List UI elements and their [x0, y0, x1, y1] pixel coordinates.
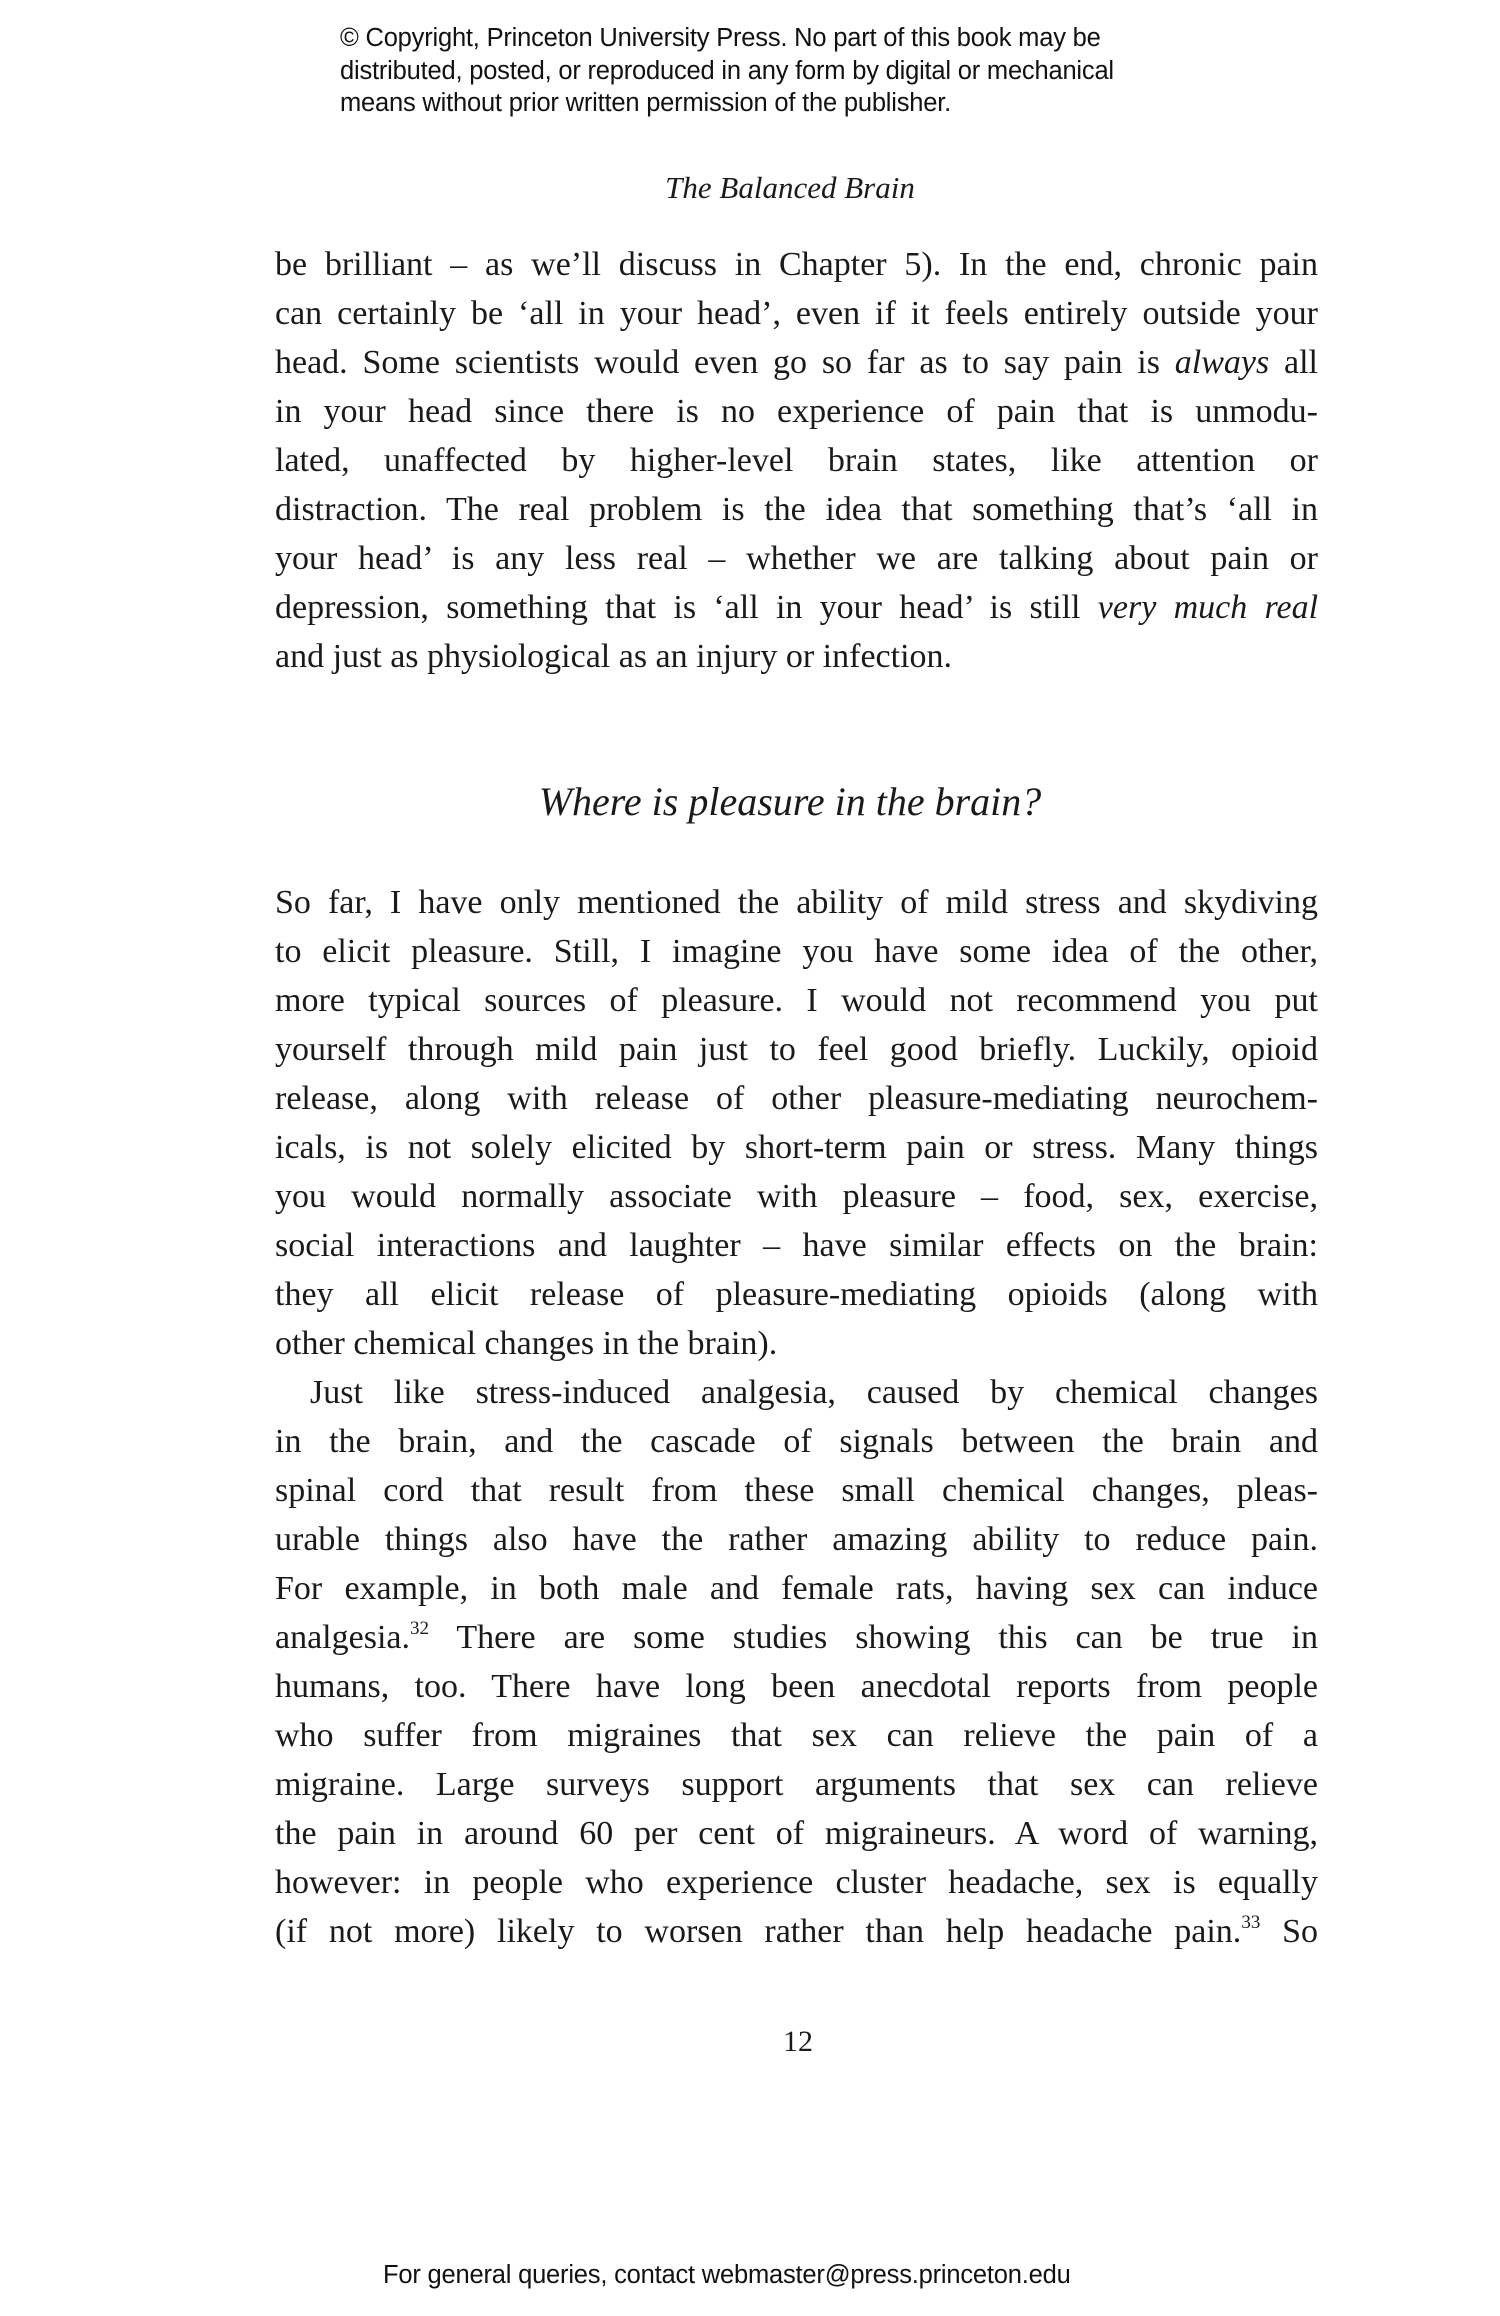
footer-contact: For general queries, contact webmaster@press.princeton.edu — [383, 2261, 1071, 2289]
text-line: the pain in around 60 per cent of migraineurs. A word of warning, — [275, 1815, 1318, 1852]
text-line: distraction. The real problem is the idea that something that’s ‘all in — [275, 491, 1318, 528]
text-line: release, along with release of other pleasure-mediating neurochem- — [275, 1080, 1318, 1117]
footnote-marker[interactable]: 33 — [1241, 1912, 1261, 1933]
text-line: however: in people who experience cluster headache, sex is equally — [275, 1864, 1318, 1901]
copyright-line: © Copyright, Princeton University Press. No part of this book may be — [340, 24, 1101, 52]
text-line: and just as physiological as an injury or infection. — [275, 638, 953, 675]
copyright-line: means without prior written permission of the publisher. — [340, 89, 952, 117]
section-heading: Where is pleasure in the brain? — [538, 779, 1042, 824]
text-fragment: analgesia. — [275, 1619, 410, 1656]
text-line: icals, is not solely elicited by short-term pain or stress. Many things — [275, 1129, 1318, 1166]
text-line: urable things also have the rather amazing ability to reduce pain. — [275, 1521, 1318, 1558]
text-line: more typical sources of pleasure. I would not recommend you put — [275, 982, 1318, 1019]
text-line: in the brain, and the cascade of signals between the brain and — [275, 1423, 1318, 1460]
text-line: So far, I have only mentioned the ability of mild stress and skydiving — [275, 884, 1318, 921]
copyright-line: distributed, posted, or reproduced in any form by digital or mechanical — [340, 56, 1114, 85]
text-line: yourself through mild pain just to feel good briefly. Luckily, opioid — [275, 1031, 1318, 1068]
page-number: 12 — [783, 2025, 813, 2058]
text-fragment: head. Some scientists would even go so far as to say pain is — [275, 344, 1175, 381]
text-line: they all elicit release of pleasure-mediating opioids (along with — [275, 1276, 1318, 1313]
text-line — [275, 583, 1318, 632]
text-line: other chemical changes in the brain). — [275, 1325, 778, 1362]
text-line: who suffer from migraines that sex can relieve the pain of a — [275, 1717, 1318, 1754]
footnote-marker[interactable]: 32 — [410, 1618, 429, 1639]
running-head: The Balanced Brain — [665, 170, 915, 205]
text-fragment: So — [1260, 1913, 1318, 1950]
copyright-notice — [340, 22, 1180, 120]
text-fragment: depression, something that is ‘all in your head’ is still — [275, 589, 1098, 626]
text-line: in your head since there is no experience of pain that is unmodu- — [275, 393, 1318, 430]
text-line: Just like stress-induced analgesia, caused by chemical changes — [310, 1374, 1318, 1411]
text-line: to elicit pleasure. Still, I imagine you have some idea of the other, — [275, 933, 1318, 970]
text-line: humans, too. There have long been anecdotal reports from people — [275, 1668, 1318, 1705]
text-line: can certainly be ‘all in your head’, even if it feels entirely outside your — [275, 295, 1318, 332]
text-line: lated, unaffected by higher-level brain states, like attention or — [275, 442, 1318, 479]
text-line: migraine. Large surveys support arguments that sex can relieve — [275, 1766, 1318, 1803]
italic-emphasis: always — [1174, 344, 1270, 381]
italic-emphasis: very much real — [1097, 589, 1319, 626]
text-fragment: There are some studies showing this can be true in — [429, 1619, 1318, 1656]
text-line: social interactions and laughter – have similar effects on the brain: — [275, 1227, 1318, 1264]
text-line: For example, in both male and female rats, having sex can induce — [275, 1570, 1318, 1607]
text-line: your head’ is any less real – whether we are talking about pain or — [275, 540, 1318, 577]
text-line: be brilliant – as we’ll discuss in Chapter 5). In the end, chronic pain — [275, 246, 1318, 283]
text-line — [275, 338, 1318, 387]
text-fragment: all — [1269, 344, 1318, 381]
text-line: you would normally associate with pleasure – food, sex, exercise, — [275, 1178, 1318, 1215]
text-line — [275, 1613, 1318, 1662]
text-fragment: (if not more) likely to worsen rather than help headache pain. — [275, 1913, 1242, 1950]
text-line — [275, 1907, 1318, 1956]
text-line: spinal cord that result from these small chemical changes, pleas- — [275, 1472, 1318, 1509]
